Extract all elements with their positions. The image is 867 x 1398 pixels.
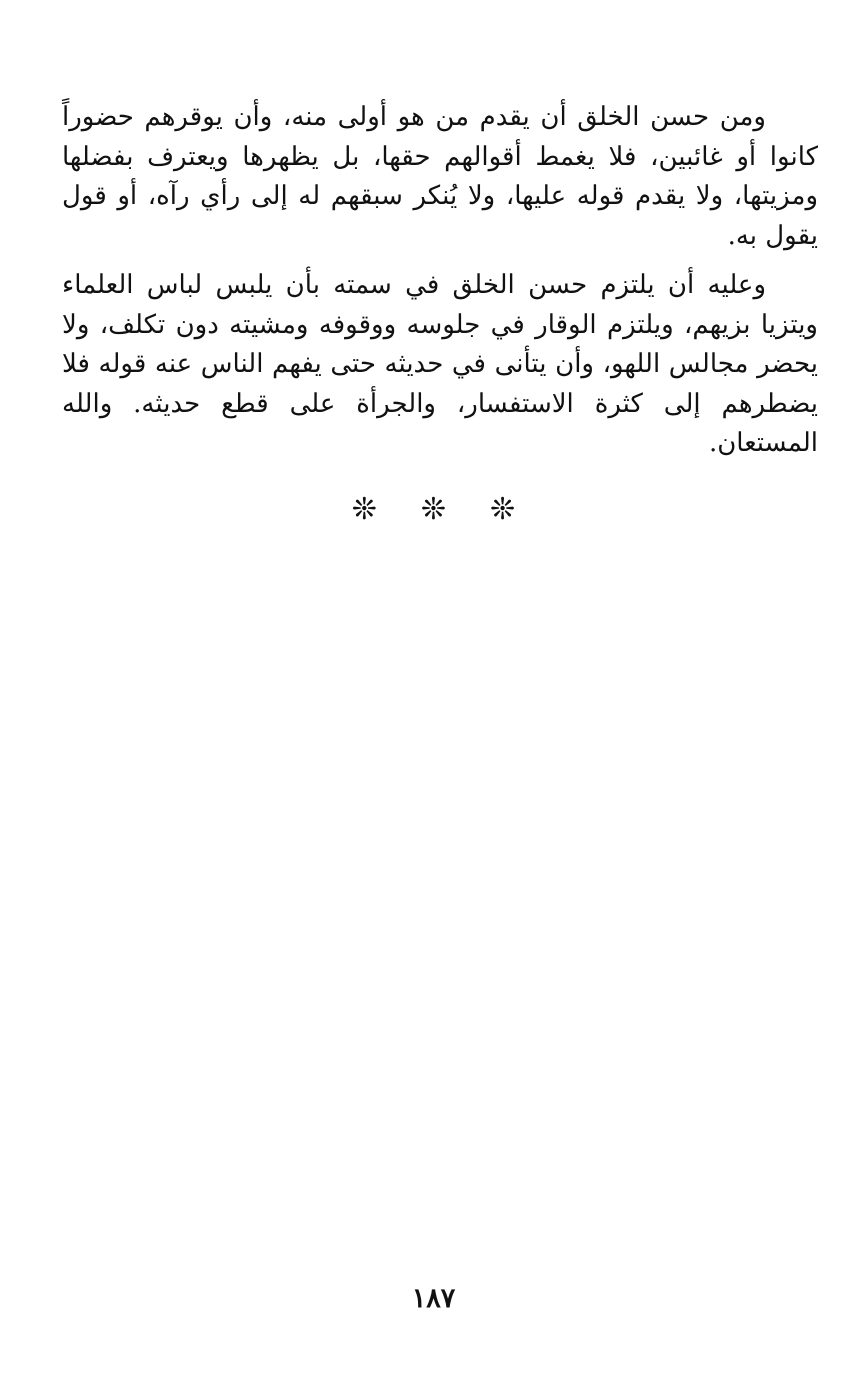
page-number: ١٨٧: [411, 1283, 456, 1314]
paragraph-1: ومن حسن الخلق أن يقدم من هو أولى منه، وأن يوقرهم حضوراً كانوا أو غائبين، فلا يغمط أقوالهم حقها، بل يظهرها ويعترف بفضلها ومزيتها، ولا يقدم قوله عليها، ولا يُنكر سبقهم له إلى رأي رآه، أو قول يقول به.: [62, 102, 818, 251]
paragraph-2: وعليه أن يلتزم حسن الخلق في سمته بأن يلبس لباس العلماء ويتزيا بزيهم، ويلتزم الوقار في جلوسه ووقوفه ومشيته دون تكلف، ولا يحضر مجالس اللهو، وأن يتأنى في حديثه حتى يفهم الناس عنه قوله فلا يضطرهم إلى كثرة الاستفسار، والجرأة على قطع حديثه. والله المستعان.: [62, 270, 818, 458]
section-separator: ❊❊❊: [351, 492, 560, 527]
body-text: [62, 98, 818, 464]
